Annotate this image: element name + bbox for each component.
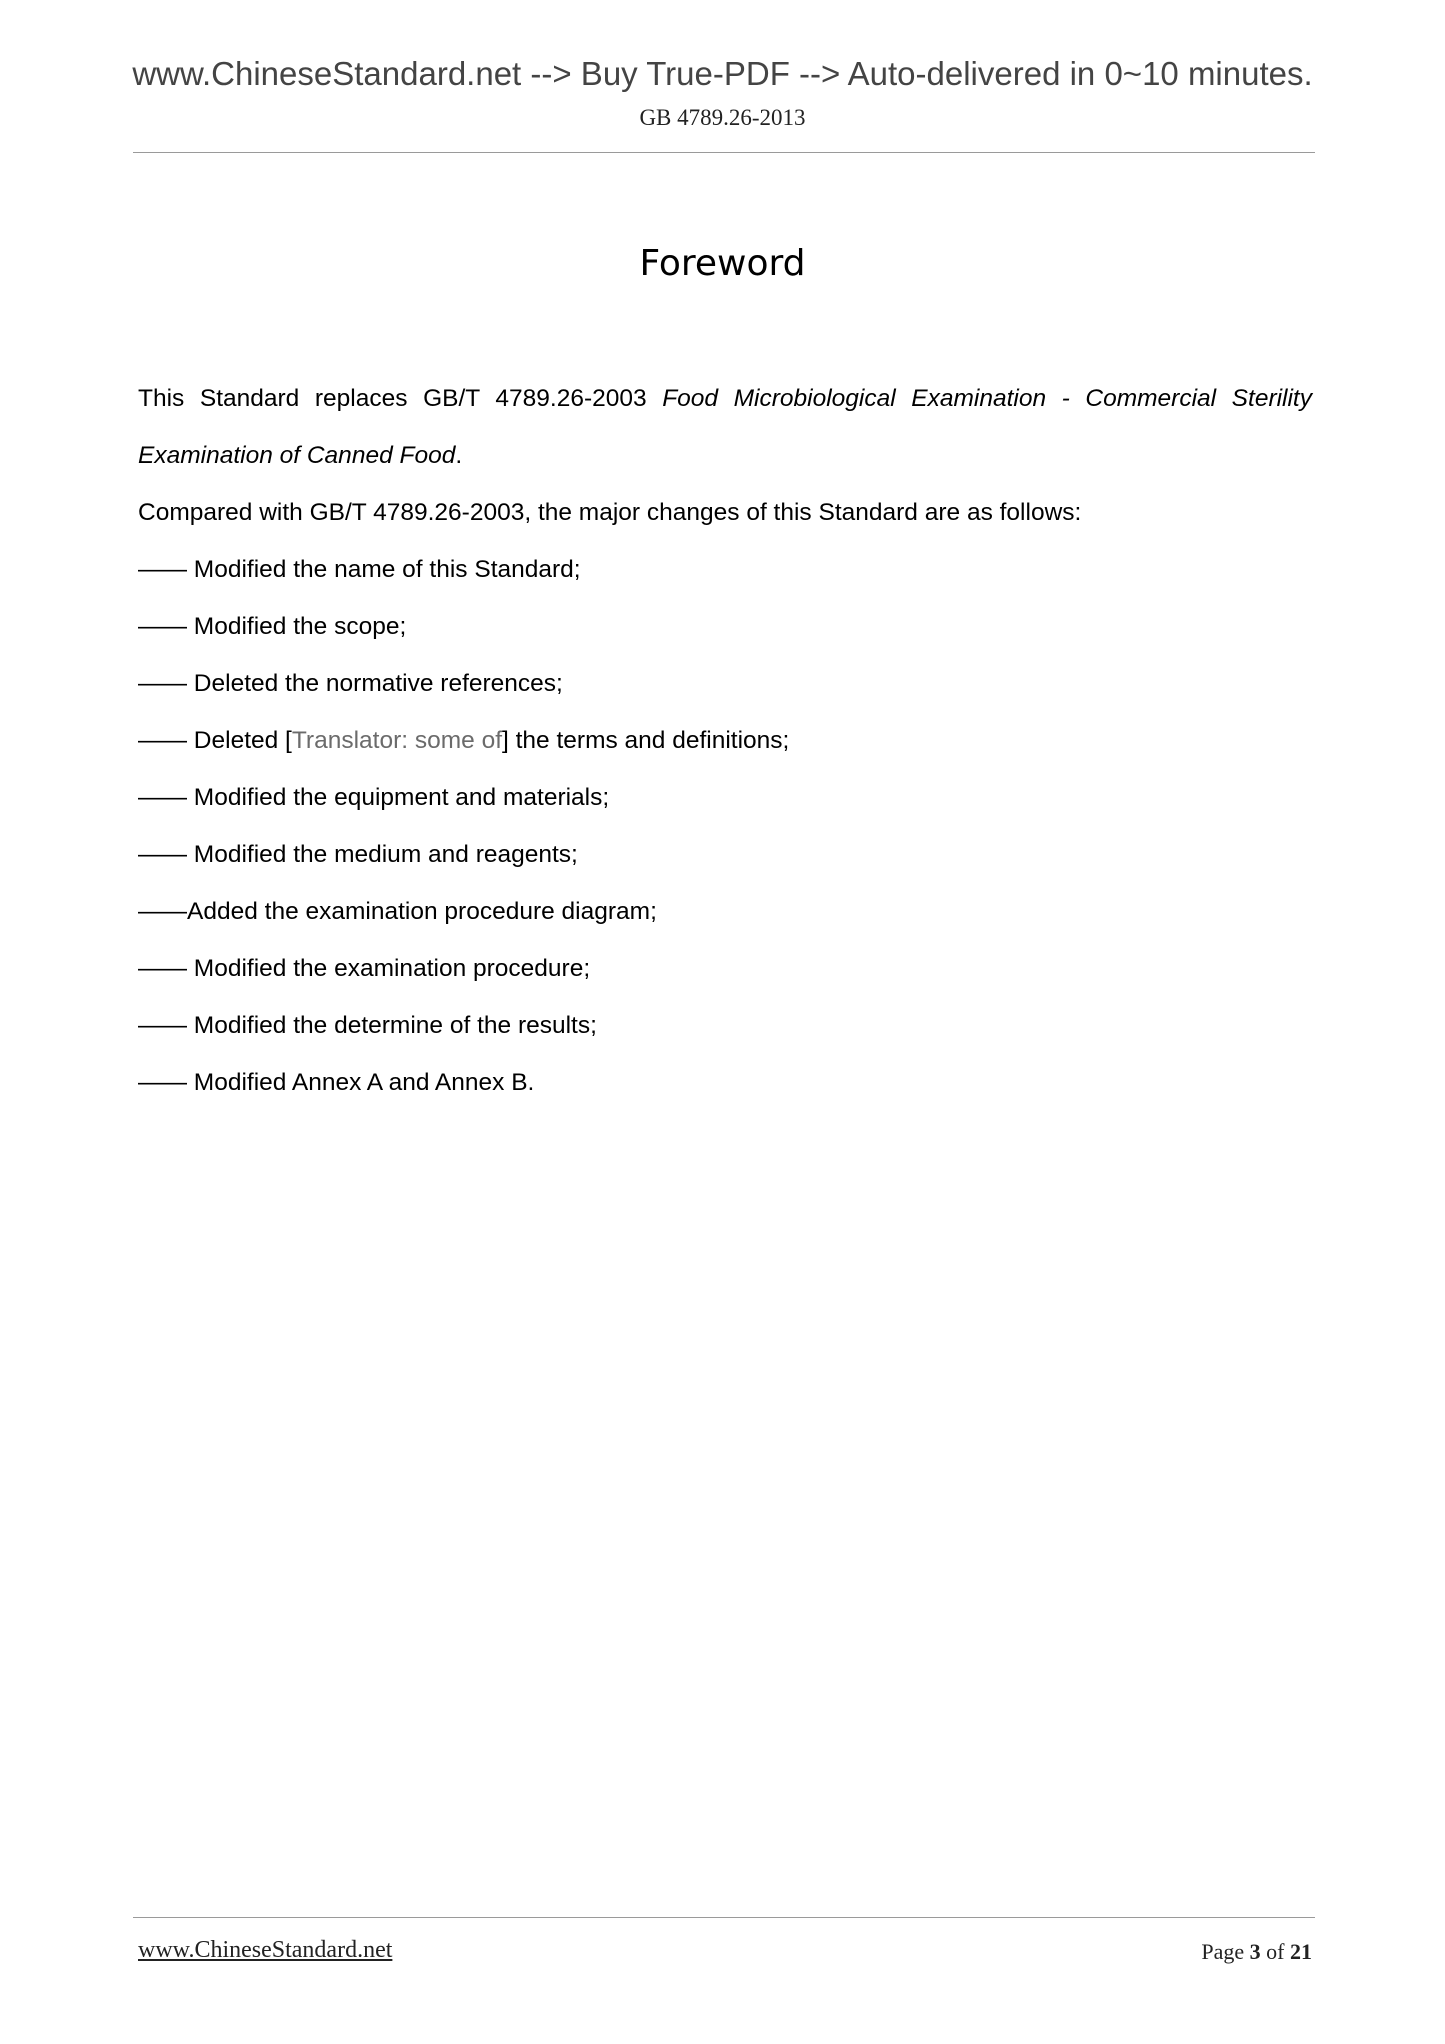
change-item: ——Added the examination procedure diagram; (138, 898, 657, 925)
change-item: —— Modified the determine of the results; (138, 1012, 597, 1039)
translator-note: Translator: some of (291, 727, 503, 754)
page-of: of (1266, 1939, 1285, 1964)
compared-paragraph: Compared with GB/T 4789.26-2003, the major changes of this Standard are as follows: (138, 499, 1082, 526)
page-total: 21 (1290, 1939, 1312, 1964)
change-item: —— Modified the examination procedure; (138, 955, 591, 982)
page-number (1201, 1939, 1312, 1965)
change-item-translator (138, 712, 1312, 769)
footer-site-link[interactable]: www.ChineseStandard.net (138, 1937, 393, 1963)
change-item: —— Modified Annex A and Annex B. (138, 1069, 535, 1096)
replaced-standard-title: Food Microbiological Examination - Commercial Sterility Examination of Canned Food (138, 385, 1312, 469)
intro-paragraph (138, 370, 1312, 484)
document-id: GB 4789.26-2013 (639, 105, 806, 130)
change-item: —— Modified the medium and reagents; (138, 841, 578, 868)
page-title: Foreword (639, 243, 806, 284)
change-item: —— Modified the equipment and materials; (138, 784, 610, 811)
header-divider (133, 152, 1315, 153)
foreword-body (138, 370, 1312, 1111)
change-item-prefix: —— Deleted [ (138, 727, 292, 754)
page-current: 3 (1249, 1939, 1261, 1964)
intro-trail: . (455, 442, 463, 469)
header-banner: www.ChineseStandard.net --> Buy True-PDF --> Auto-delivered in 0~10 minutes. (132, 55, 1313, 92)
change-item: —— Deleted the normative references; (138, 670, 563, 697)
intro-lead: This Standard replaces GB/T 4789.26-2003 (138, 385, 663, 412)
change-item-suffix: ] the terms and definitions; (502, 727, 790, 754)
change-item: —— Modified the scope; (138, 613, 407, 640)
footer-divider (133, 1917, 1315, 1918)
page-label: Page (1201, 1939, 1245, 1964)
change-item: —— Modified the name of this Standard; (138, 556, 581, 583)
